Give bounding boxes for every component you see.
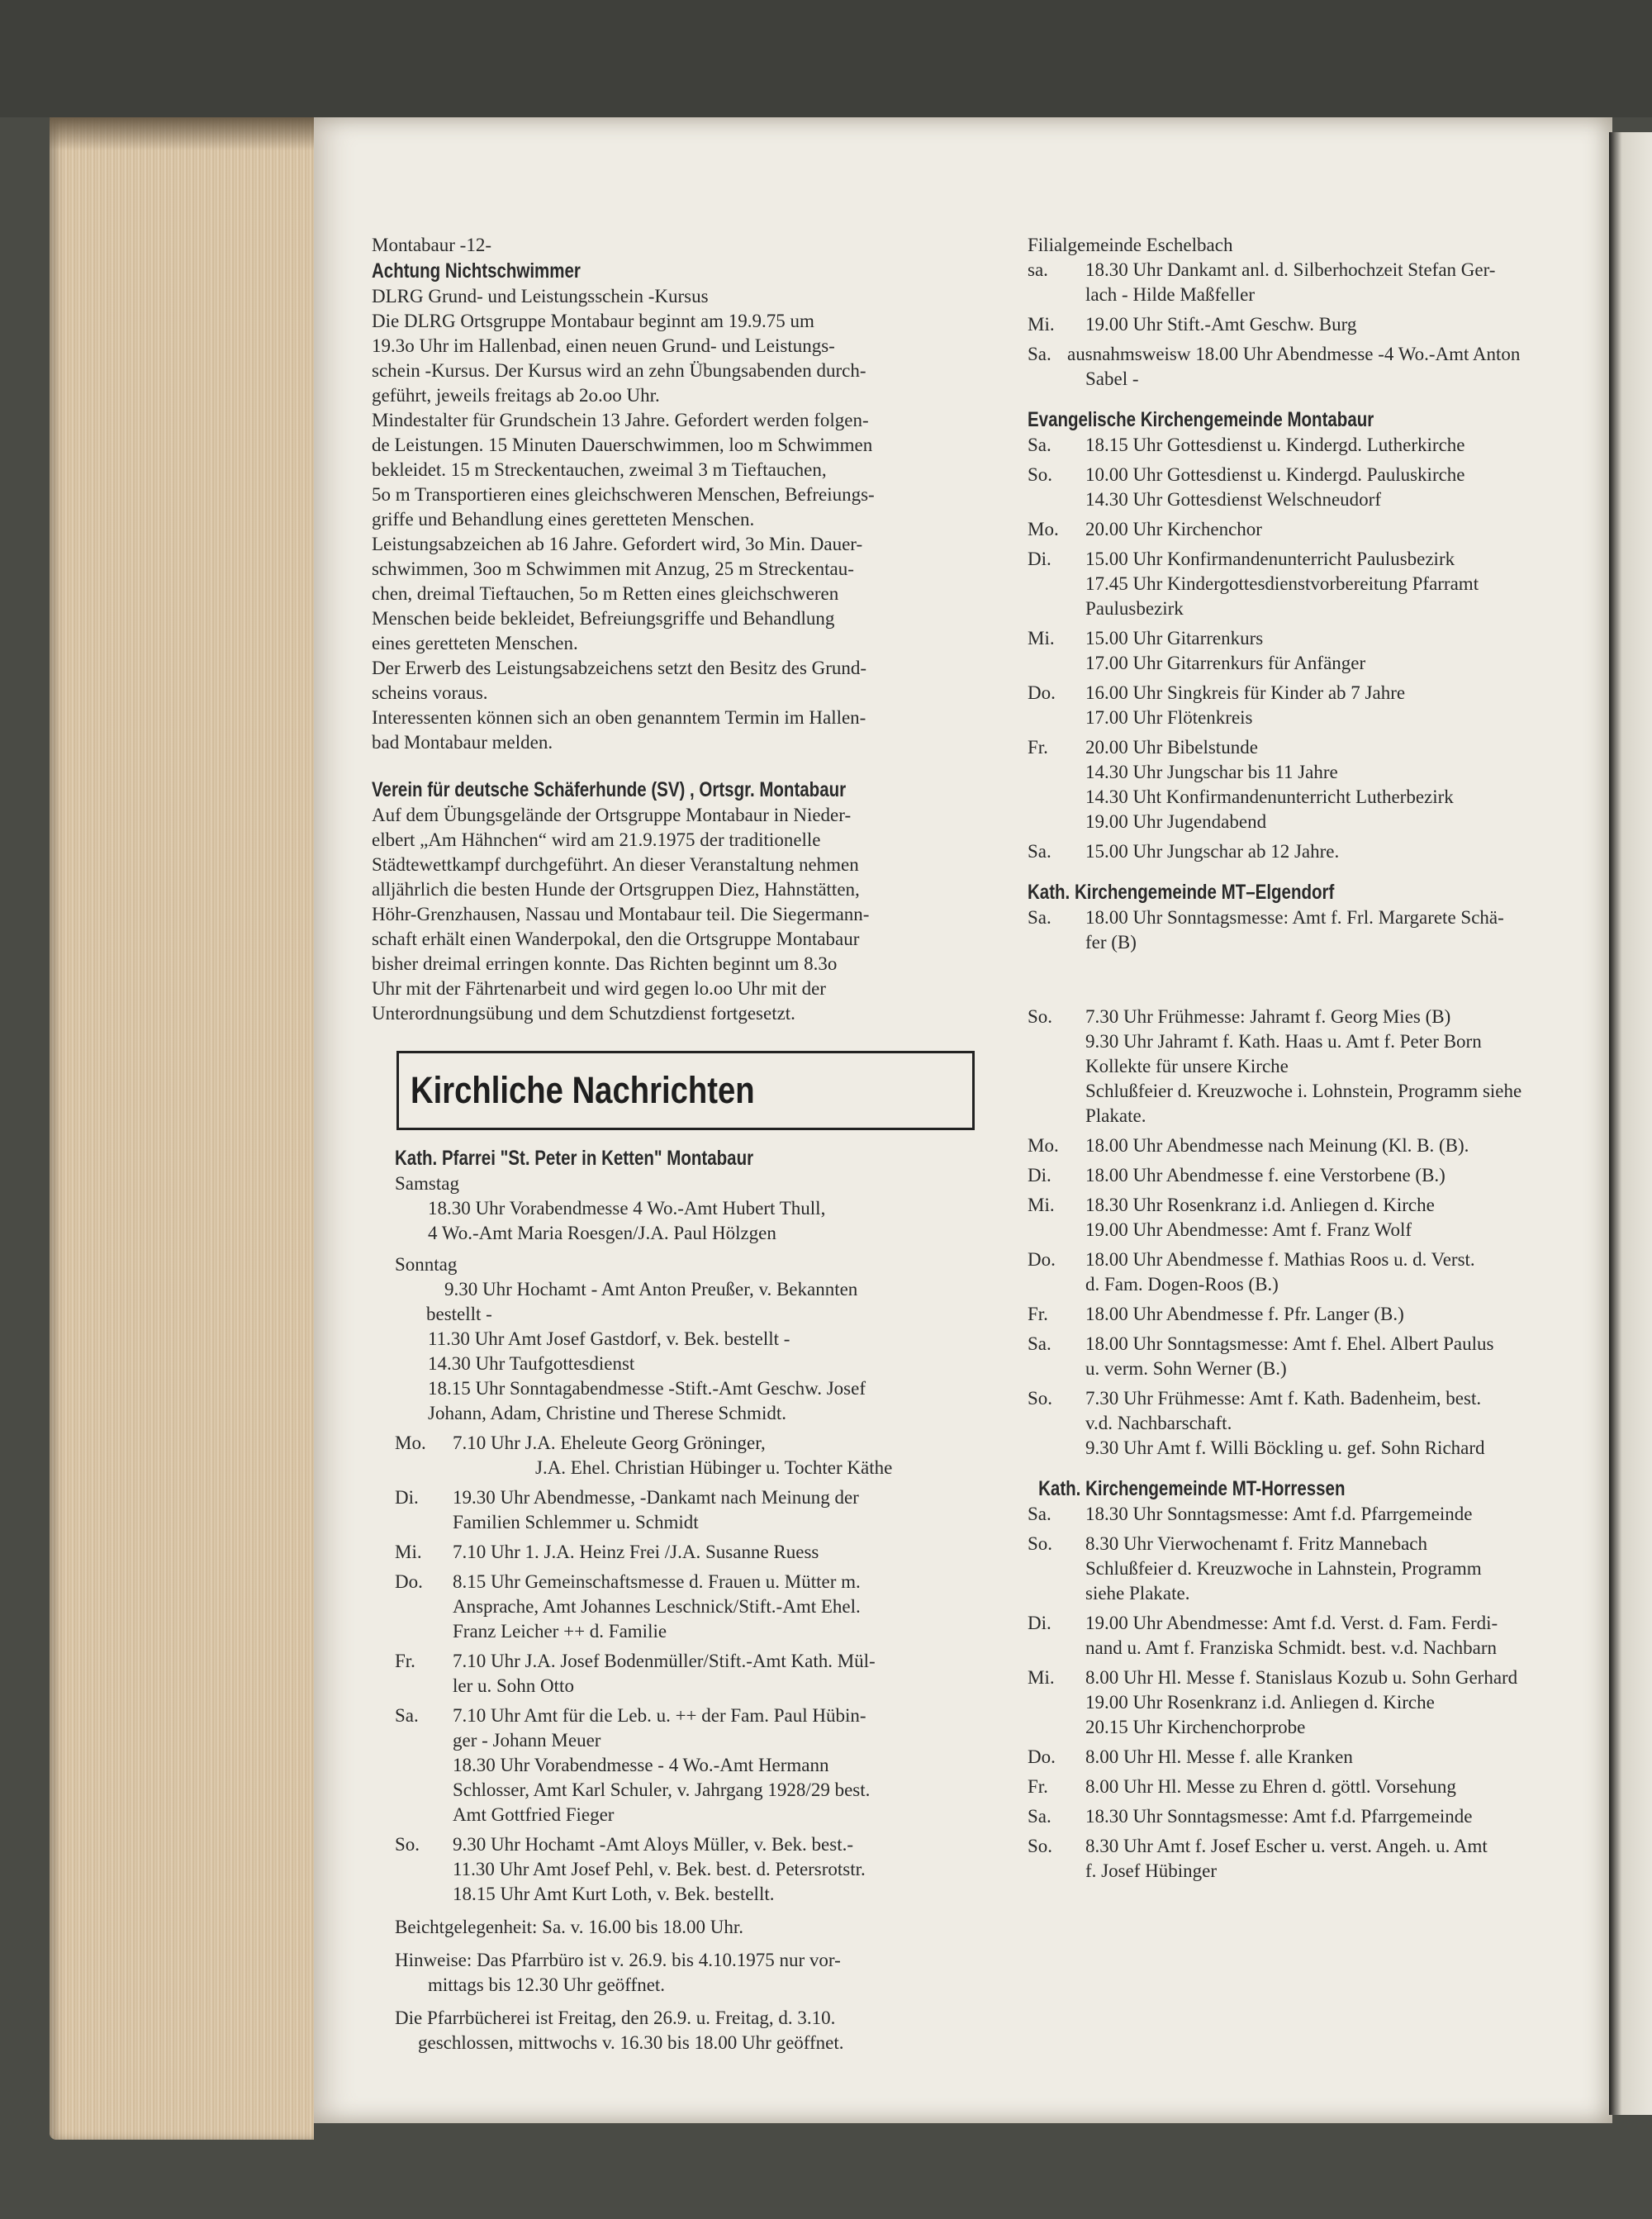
schedule-entry (1028, 1247, 1606, 1297)
schedule-entry (1028, 1804, 1606, 1829)
day-label: Do. (1028, 1746, 1056, 1767)
text-line: 16.00 Uhr Singkreis für Kinder ab 7 Jahre (1085, 682, 1406, 703)
text-line: 5o m Transportieren eines gleichschweren Menschen, Befreiungs- (372, 484, 875, 505)
text-line: 18.30 Uhr Rosenkranz i.d. Anliegen d. Kirche (1085, 1195, 1435, 1215)
schedule-entry-do (395, 1570, 999, 1644)
text-line: 18.00 Uhr Abendmesse f. Pfr. Langer (B.) (1085, 1304, 1404, 1324)
text-line: 9.30 Uhr Hochamt - Amt Anton Preußer, v. Bekannten (444, 1279, 858, 1300)
schedule-entry (1028, 626, 1606, 676)
day-label: Mo. (395, 1433, 426, 1453)
text-line: Ansprache, Amt Johannes Leschnick/Stift.-Amt Ehel. (453, 1596, 861, 1617)
text-line: de Leistungen. 15 Minuten Dauerschwimmen, loo m Schwimmen (372, 435, 873, 455)
schedule-entry-fr (395, 1649, 999, 1699)
schedule-entry (1028, 463, 1606, 512)
day-label: Mo. (1028, 1135, 1059, 1156)
schedule-entry (1028, 839, 1606, 864)
text-line: 18.30 Uhr Sonntagsmesse: Amt f.d. Pfarrgemeinde (1085, 1504, 1473, 1524)
text-line: geschlossen, mittwochs v. 16.30 bis 18.00 Uhr geöffnet. (418, 2032, 844, 2053)
text-line: d. Fam. Dogen-Roos (B.) (1085, 1274, 1279, 1295)
text-line: Amt Gottfried Fieger (453, 1804, 615, 1825)
day-label: Sa. (1028, 435, 1051, 455)
text-line: nand u. Amt f. Franziska Schmidt. best. v.d. Nachbarn (1085, 1637, 1498, 1658)
text-line: schaft erhält einen Wanderpokal, den die Ortsgruppe Montabaur (372, 929, 860, 949)
dlrg-article (372, 284, 999, 755)
day-label: Mi. (1028, 628, 1055, 649)
schedule-entry (1028, 517, 1606, 542)
verein-heading: Verein für deutsche Schäferhunde (SV) , Ortsgr. Montabaur (372, 778, 847, 801)
text-line: 18.15 Uhr Amt Kurt Loth, v. Bek. bestellt. (453, 1884, 775, 1904)
text-line: 18.00 Uhr Sonntagsmesse: Amt f. Ehel. Albert Paulus (1085, 1333, 1494, 1354)
day-label: So. (1028, 1388, 1053, 1409)
schedule-entry-mo (395, 1431, 999, 1480)
text-line: 8.30 Uhr Amt f. Josef Escher u. verst. Angeh. u. Amt (1085, 1836, 1488, 1856)
text-line: ausnahmsweisw 18.00 Uhr Abendmesse -4 Wo.-Amt Anton (1067, 344, 1521, 364)
schedule-entry-sa (395, 1703, 999, 1827)
right-column (1028, 233, 1606, 1884)
schedule-entry (1028, 312, 1606, 337)
text-line: 18.00 Uhr Abendmesse f. Mathias Roos u. d. Verst. (1085, 1249, 1475, 1270)
text-line: bad Montabaur melden. (372, 732, 553, 753)
day-label: Sa. (1028, 1333, 1051, 1354)
text-line: DLRG Grund- und Leistungsschein -Kursus (372, 286, 709, 306)
text-line: chen, dreimal Tieftauchen, 5o m Retten eines gleichschweren (372, 583, 839, 604)
text-line: v.d. Nachbarschaft. (1085, 1413, 1232, 1433)
text-line: lach - Hilde Maßfeller (1085, 284, 1255, 305)
schedule-entry (1028, 1193, 1606, 1243)
section-title: Kirchliche Nachrichten (411, 1069, 755, 1111)
text-line: 9.30 Uhr Amt f. Willi Böckling u. gef. Sohn Richard (1085, 1437, 1485, 1458)
text-line: Schlußfeier d. Kreuzwoche in Lahnstein, Programm (1085, 1558, 1482, 1579)
day-label: Sa. (1028, 841, 1051, 862)
schedule-entry (1028, 681, 1606, 730)
text-line: Leistungsabzeichen ab 16 Jahre. Gefordert wird, 3o Min. Dauer- (372, 534, 863, 554)
day-label: Mi. (1028, 1195, 1055, 1215)
text-line: 8.15 Uhr Gemeinschaftsmesse d. Frauen u. Mütter m. (453, 1571, 861, 1592)
day-label: Do. (395, 1571, 423, 1592)
text-line: 18.30 Uhr Sonntagsmesse: Amt f.d. Pfarrgemeinde (1085, 1806, 1473, 1827)
text-line: 18.00 Uhr Abendmesse f. eine Verstorbene (B.) (1085, 1165, 1446, 1186)
schedule-entry-so (395, 1832, 999, 1907)
text-line: 10.00 Uhr Gottesdienst u. Kindergd. Pauluskirche (1085, 464, 1465, 485)
text-line: 20.15 Uhr Kirchenchorprobe (1085, 1717, 1306, 1737)
schedule-entry (1028, 258, 1606, 307)
text-line: 17.00 Uhr Flötenkreis (1085, 707, 1253, 728)
text-line: Hinweise: Das Pfarrbüro ist v. 26.9. bis 4.10.1975 nur vor- (395, 1950, 841, 1970)
evangelisch-heading: Evangelische Kirchengemeinde Montabaur (1028, 408, 1374, 431)
text-line: schein -Kursus. Der Kursus wird an zehn Übungsabenden durch- (372, 360, 866, 381)
text-line: 15.00 Uhr Jungschar ab 12 Jahre. (1085, 841, 1340, 862)
text-line: Höhr-Grenzhausen, Nassau und Montabaur teil. Die Siegermann- (372, 904, 870, 924)
text-line: 18.15 Uhr Gottesdienst u. Kindergd. Lutherkirche (1085, 435, 1465, 455)
text-line: ler u. Sohn Otto (453, 1675, 574, 1696)
st-peter-heading: Kath. Pfarrei "St. Peter in Ketten" Montabaur (395, 1147, 754, 1170)
text-line: fer (B) (1085, 932, 1137, 953)
facing-page-edge (1609, 132, 1652, 2115)
text-line: 20.00 Uhr Bibelstunde (1085, 737, 1258, 758)
day-label: Di. (395, 1487, 419, 1508)
day-label: Do. (1028, 1249, 1056, 1270)
scanner-background (0, 0, 1652, 117)
text-line: 18.30 Uhr Vorabendmesse 4 Wo.-Amt Hubert Thull, (428, 1198, 826, 1219)
text-line: Die Pfarrbücherei ist Freitag, den 26.9. u. Freitag, d. 3.10. (395, 2008, 836, 2028)
text-line: 18.30 Uhr Vorabendmesse - 4 Wo.-Amt Hermann (453, 1755, 829, 1775)
text-line: 9.30 Uhr Hochamt -Amt Aloys Müller, v. Bek. best.- (453, 1834, 853, 1855)
schedule-entry (1028, 1745, 1606, 1770)
text-line: 7.10 Uhr J.A. Eheleute Georg Gröninger, (453, 1433, 766, 1453)
text-line: scheins voraus. (372, 682, 488, 703)
text-line: Mindestalter für Grundschein 13 Jahre. Gefordert werden folgen- (372, 410, 869, 430)
sonntag-label: Sonntag (395, 1254, 458, 1275)
text-line: Schlußfeier d. Kreuzwoche i. Lohnstein, Programm siehe (1085, 1081, 1522, 1101)
schedule-entry (1028, 433, 1606, 458)
text-line: u. verm. Sohn Werner (B.) (1085, 1358, 1287, 1379)
day-label: Di. (1028, 1165, 1051, 1186)
text-line: 19.00 Uhr Rosenkranz i.d. Anliegen d. Kirche (1085, 1692, 1435, 1713)
day-label: Fr. (1028, 1304, 1048, 1324)
text-line: 7.30 Uhr Frühmesse: Amt f. Kath. Badenheim, best. (1085, 1388, 1482, 1409)
schedule-entry (1028, 1005, 1606, 1129)
day-label: Fr. (395, 1651, 415, 1671)
text-line: Uhr mit der Fährtenarbeit und wird gegen lo.oo Uhr mit der (372, 978, 826, 999)
text-line: J.A. Ehel. Christian Hübinger u. Tochter Käthe (535, 1457, 893, 1478)
text-line: bekleidet. 15 m Streckentauchen, zweimal 3 m Tieftauchen, (372, 459, 827, 480)
text-line: 7.30 Uhr Frühmesse: Jahramt f. Georg Mies (B) (1085, 1006, 1451, 1027)
text-line: 8.00 Uhr Hl. Messe f. Stanislaus Kozub u. Sohn Gerhard (1085, 1667, 1518, 1688)
book-page-edges (50, 117, 314, 2140)
text-line: 4 Wo.-Amt Maria Roesgen/J.A. Paul Hölzgen (428, 1223, 776, 1243)
text-line: 17.45 Uhr Kindergottesdienstvorbereitung Pfarramt (1085, 573, 1479, 594)
text-line: 19.00 Uhr Abendmesse: Amt f. Franz Wolf (1085, 1219, 1412, 1240)
text-line: Franz Leicher ++ d. Familie (453, 1621, 667, 1642)
text-line: siehe Plakate. (1085, 1583, 1190, 1604)
text-line: eines geretteten Menschen. (372, 633, 578, 653)
text-line: 18.00 Uhr Sonntagsmesse: Amt f. Frl. Margarete Schä- (1085, 907, 1504, 928)
text-line: Städtewettkampf durchgeführt. An dieser Veranstaltung nehmen (372, 854, 859, 875)
day-label: sa. (1028, 259, 1048, 280)
text-line: bisher dreimal erringen konnte. Das Richten beginnt um 8.3o (372, 953, 838, 974)
day-label: Sa. (1028, 344, 1051, 364)
horressen-heading: Kath. Kirchengemeinde MT-Horressen (1038, 1477, 1346, 1500)
schedule-entry (1028, 1611, 1606, 1661)
text-line: mittags bis 12.30 Uhr geöffnet. (428, 1974, 666, 1995)
text-line: ger - Johann Meuer (453, 1730, 601, 1751)
text-line: 20.00 Uhr Kirchenchor (1085, 519, 1262, 539)
text-line: schwimmen, 3oo m Schwimmen mit Anzug, 25 m Streckentau- (372, 558, 854, 579)
text-line: 14.30 Uhr Gottesdienst Welschneudorf (1085, 489, 1381, 510)
text-line: 8.00 Uhr Hl. Messe zu Ehren d. göttl. Vorsehung (1085, 1776, 1456, 1797)
text-line: 19.30 Uhr Abendmesse, -Dankamt nach Meinung der (453, 1487, 859, 1508)
day-label: Di. (1028, 549, 1051, 569)
text-line: bestellt - (426, 1304, 492, 1324)
text-line: 11.30 Uhr Amt Josef Pehl, v. Bek. best. d. Petersrotstr. (453, 1859, 866, 1879)
day-label: So. (1028, 1006, 1053, 1027)
text-line: Familien Schlemmer u. Schmidt (453, 1512, 699, 1532)
text-line: Sabel - (1085, 368, 1139, 389)
schedule-entry (1028, 905, 1606, 955)
text-line: 19.00 Uhr Stift.-Amt Geschw. Burg (1085, 314, 1357, 335)
day-label: Mi. (1028, 314, 1055, 335)
text-line: 14.30 Uhr Taufgottesdienst (428, 1353, 635, 1374)
text-line: 7.10 Uhr J.A. Josef Bodenmüller/Stift.-Amt Kath. Mül- (453, 1651, 876, 1671)
text-line: Unterordnungsübung und dem Schutzdienst fortgesetzt. (372, 1003, 795, 1024)
day-label: Do. (1028, 682, 1056, 703)
dlrg-heading: Achtung Nichtschwimmer (372, 259, 581, 283)
left-column (372, 233, 999, 2055)
schedule-entry (1028, 1834, 1606, 1884)
day-label: Di. (1028, 1613, 1051, 1633)
text-line: Der Erwerb des Leistungsabzeichens setzt den Besitz des Grund- (372, 658, 867, 678)
text-line: 15.00 Uhr Gitarrenkurs (1085, 628, 1264, 649)
schedule-entry (1028, 1665, 1606, 1740)
text-line: Die DLRG Ortsgruppe Montabaur beginnt am 19.9.75 um (372, 311, 814, 331)
schedule-entry (1028, 547, 1606, 621)
section-title-box (396, 1051, 975, 1130)
day-label: Mo. (1028, 519, 1059, 539)
text-line: f. Josef Hübinger (1085, 1860, 1218, 1881)
day-label: Sa. (395, 1705, 419, 1726)
text-line: 19.00 Uhr Jugendabend (1085, 811, 1267, 832)
day-label: So. (1028, 464, 1053, 485)
day-label: Mi. (395, 1542, 422, 1562)
beicht-note: Beichtgelegenheit: Sa. v. 16.00 bis 18.00 Uhr. (395, 1917, 744, 1937)
text-line: 19.00 Uhr Abendmesse: Amt f.d. Verst. d. Fam. Ferdi- (1085, 1613, 1498, 1633)
text-line: 8.30 Uhr Vierwochenamt f. Fritz Mannebach (1085, 1533, 1427, 1554)
text-line: 7.10 Uhr Amt für die Leb. u. ++ der Fam. Paul Hübin- (453, 1705, 866, 1726)
day-label: Fr. (1028, 1776, 1048, 1797)
eschelbach-heading: Filialgemeinde Eschelbach (1028, 235, 1233, 255)
text-line: 18.30 Uhr Dankamt anl. d. Silberhochzeit Stefan Ger- (1085, 259, 1496, 280)
schedule-entry (1028, 1775, 1606, 1799)
samstag-label: Samstag (395, 1173, 459, 1194)
schedule-entry (1028, 735, 1606, 834)
day-label: Fr. (1028, 737, 1048, 758)
day-label: Mi. (1028, 1667, 1055, 1688)
text-line: 18.00 Uhr Abendmesse nach Meinung (Kl. B. (B). (1085, 1135, 1469, 1156)
text-line: alljährlich die besten Hunde der Ortsgruppen Diez, Hahnstätten, (372, 879, 860, 900)
schedule-entry (1028, 342, 1606, 392)
schedule-entry (1028, 1332, 1606, 1381)
text-line: 11.30 Uhr Amt Josef Gastdorf, v. Bek. bestellt - (428, 1328, 790, 1349)
day-label: Sa. (1028, 1806, 1051, 1827)
text-line: Plakate. (1085, 1105, 1146, 1126)
schedule-entry (1028, 1133, 1606, 1158)
text-line: Kollekte für unsere Kirche (1085, 1056, 1289, 1076)
text-line: Paulusbezirk (1085, 598, 1184, 619)
text-line: 8.00 Uhr Hl. Messe f. alle Kranken (1085, 1746, 1353, 1767)
text-line: 15.00 Uhr Konfirmandenunterricht Paulusbezirk (1085, 549, 1455, 569)
schedule-entry (1028, 1163, 1606, 1188)
text-line: Menschen beide bekleidet, Befreiungsgriffe und Behandlung (372, 608, 835, 629)
verein-article (372, 803, 999, 1026)
day-label: So. (1028, 1533, 1053, 1554)
text-line: Auf dem Übungsgelände der Ortsgruppe Montabaur in Nieder- (372, 805, 852, 825)
schedule-entry (1028, 1502, 1606, 1527)
schedule-entry (1028, 1302, 1606, 1327)
day-label: Sa. (1028, 1504, 1051, 1524)
day-label: So. (1028, 1836, 1053, 1856)
text-line: Johann, Adam, Christine und Therese Schmidt. (428, 1403, 786, 1423)
text-line: 19.3o Uhr im Hallenbad, einen neuen Grund- und Leistungs- (372, 335, 835, 356)
text-line: Schlosser, Amt Karl Schuler, v. Jahrgang 1928/29 best. (453, 1779, 871, 1800)
text-line: griffe und Behandlung eines geretteten Menschen. (372, 509, 755, 530)
text-line: 18.15 Uhr Sonntagabendmesse -Stift.-Amt Geschw. Josef (428, 1378, 866, 1399)
text-line: geführt, jeweils freitags ab 2o.oo Uhr. (372, 385, 660, 406)
day-label: So. (395, 1834, 420, 1855)
schedule-entry-di (395, 1485, 999, 1535)
schedule-entry (1028, 1386, 1606, 1461)
elgendorf-heading: Kath. Kirchengemeinde MT–Elgendorf (1028, 881, 1335, 904)
text-line: 14.30 Uht Konfirmandenunterricht Lutherbezirk (1085, 786, 1454, 807)
text-line: 9.30 Uhr Jahramt f. Kath. Haas u. Amt f. Peter Born (1085, 1031, 1482, 1052)
day-label: Sa. (1028, 907, 1051, 928)
text-line: elbert „Am Hähnchen“ wird am 21.9.1975 der traditionelle (372, 829, 821, 850)
text-line: Interessenten können sich an oben genanntem Termin im Hallen- (372, 707, 866, 728)
schedule-entry (1028, 1532, 1606, 1606)
page-header: Montabaur -12- (372, 235, 491, 255)
text-line: 7.10 Uhr 1. J.A. Heinz Frei /J.A. Susanne Ruess (453, 1542, 819, 1562)
schedule-entry-mi (395, 1540, 999, 1565)
text-line: 14.30 Uhr Jungschar bis 11 Jahre (1085, 762, 1338, 782)
text-line: 17.00 Uhr Gitarrenkurs für Anfänger (1085, 653, 1366, 673)
st-peter-section (372, 1145, 999, 2055)
